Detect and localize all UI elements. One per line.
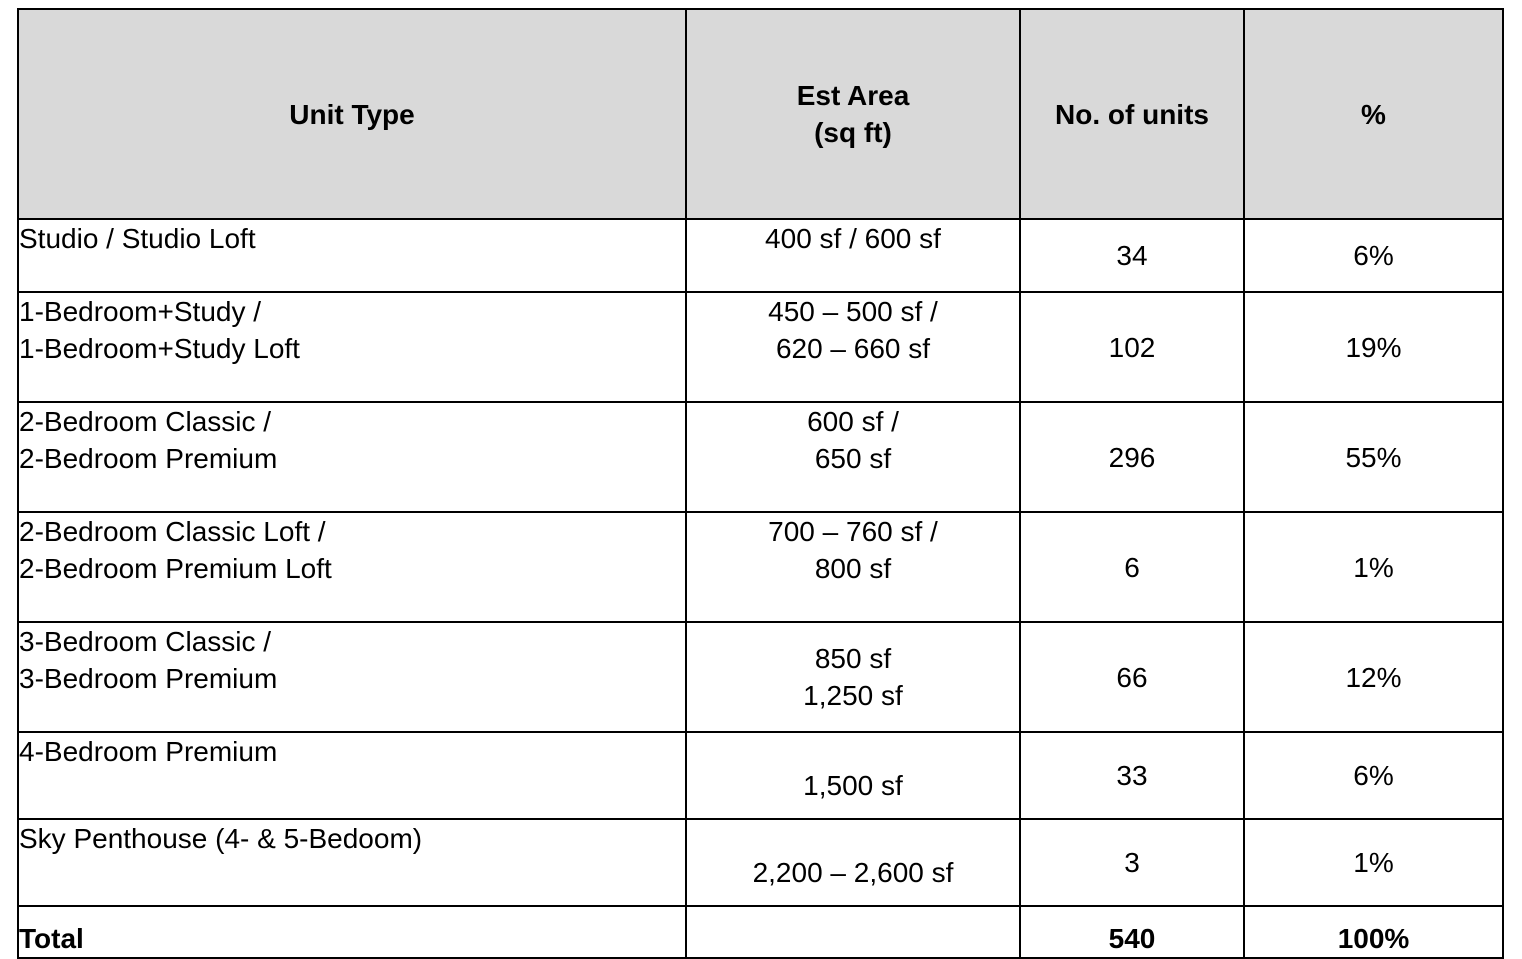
percent-cell: 12%	[1244, 622, 1503, 732]
header-percent	[1244, 9, 1503, 219]
percent-cell: 6%	[1244, 732, 1503, 819]
est-area-text: 650 sf	[814, 443, 892, 474]
table-row	[18, 622, 1503, 732]
unit-type-cell	[18, 732, 686, 819]
total-percent-cell: 100%	[1244, 906, 1503, 958]
total-units-cell: 540	[1020, 906, 1244, 958]
unit-type-cell	[18, 819, 686, 906]
est-area-cell	[686, 292, 1020, 402]
header-est-area-label: Est Area	[796, 80, 910, 111]
unit-type-text: 2-Bedroom Classic /	[19, 406, 272, 437]
total-label-cell: Total	[18, 906, 686, 958]
est-area-text: 1,500 sf	[803, 770, 903, 801]
est-area-cell	[686, 732, 1020, 819]
unit-type-text: Sky Penthouse (4- & 5-Bedoom)	[19, 823, 423, 854]
unit-type-text: 2-Bedroom Classic Loft /	[19, 516, 326, 547]
est-area-text: 620 – 660 sf	[775, 333, 931, 364]
header-no-of-units	[1020, 9, 1244, 219]
unit-type-cell	[18, 622, 686, 732]
header-unit-type	[18, 9, 686, 219]
units-cell: 6	[1020, 512, 1244, 622]
unit-type-text: 1-Bedroom+Study /	[19, 296, 262, 327]
percent-cell: 6%	[1244, 219, 1503, 292]
unit-type-text: 4-Bedroom Premium	[19, 736, 278, 767]
table-row	[18, 292, 1503, 402]
header-est-area	[686, 9, 1020, 219]
units-cell: 296	[1020, 402, 1244, 512]
units-cell: 3	[1020, 819, 1244, 906]
unit-type-cell	[18, 292, 686, 402]
header-percent-label: %	[1361, 98, 1386, 130]
est-area-text: 600 sf /	[807, 406, 899, 437]
unit-type-text: Studio / Studio Loft	[19, 223, 256, 254]
unit-type-cell	[18, 219, 686, 292]
units-cell: 102	[1020, 292, 1244, 402]
unit-type-cell	[18, 402, 686, 512]
est-area-text: 2,200 – 2,600 sf	[752, 857, 954, 888]
header-units-label: No. of units	[1055, 98, 1209, 130]
units-cell: 66	[1020, 622, 1244, 732]
table-row	[18, 819, 1503, 906]
est-area-cell	[686, 512, 1020, 622]
table-row	[18, 512, 1503, 622]
est-area-cell	[686, 219, 1020, 292]
est-area-text: 850 sf	[814, 643, 892, 674]
units-cell: 34	[1020, 219, 1244, 292]
est-area-text: 400 sf / 600 sf	[765, 223, 941, 254]
table-row	[18, 732, 1503, 819]
unit-type-text: 2-Bedroom Premium Loft	[19, 553, 332, 584]
table-header-row	[18, 9, 1503, 219]
percent-cell: 1%	[1244, 819, 1503, 906]
unit-type-text: 3-Bedroom Premium	[19, 663, 278, 694]
header-unit-type-label: Unit Type	[289, 98, 415, 130]
table-row	[18, 219, 1503, 292]
percent-cell: 1%	[1244, 512, 1503, 622]
unit-mix-table	[17, 8, 1504, 959]
est-area-cell	[686, 622, 1020, 732]
header-est-area-unit: (sq ft)	[814, 117, 892, 148]
unit-type-text: 2-Bedroom Premium	[19, 443, 278, 474]
unit-type-cell	[18, 512, 686, 622]
percent-cell: 55%	[1244, 402, 1503, 512]
table-row	[18, 402, 1503, 512]
est-area-cell	[686, 402, 1020, 512]
table-total-row	[18, 906, 1503, 958]
est-area-text: 1,250 sf	[803, 680, 903, 711]
est-area-cell	[686, 819, 1020, 906]
total-area-cell	[686, 906, 1020, 958]
units-cell: 33	[1020, 732, 1244, 819]
percent-cell: 19%	[1244, 292, 1503, 402]
est-area-text: 700 – 760 sf /	[768, 516, 938, 547]
unit-type-text: 3-Bedroom Classic /	[19, 626, 272, 657]
est-area-text: 450 – 500 sf /	[768, 296, 938, 327]
unit-type-text: 1-Bedroom+Study Loft	[19, 333, 300, 364]
est-area-text: 800 sf	[814, 553, 892, 584]
